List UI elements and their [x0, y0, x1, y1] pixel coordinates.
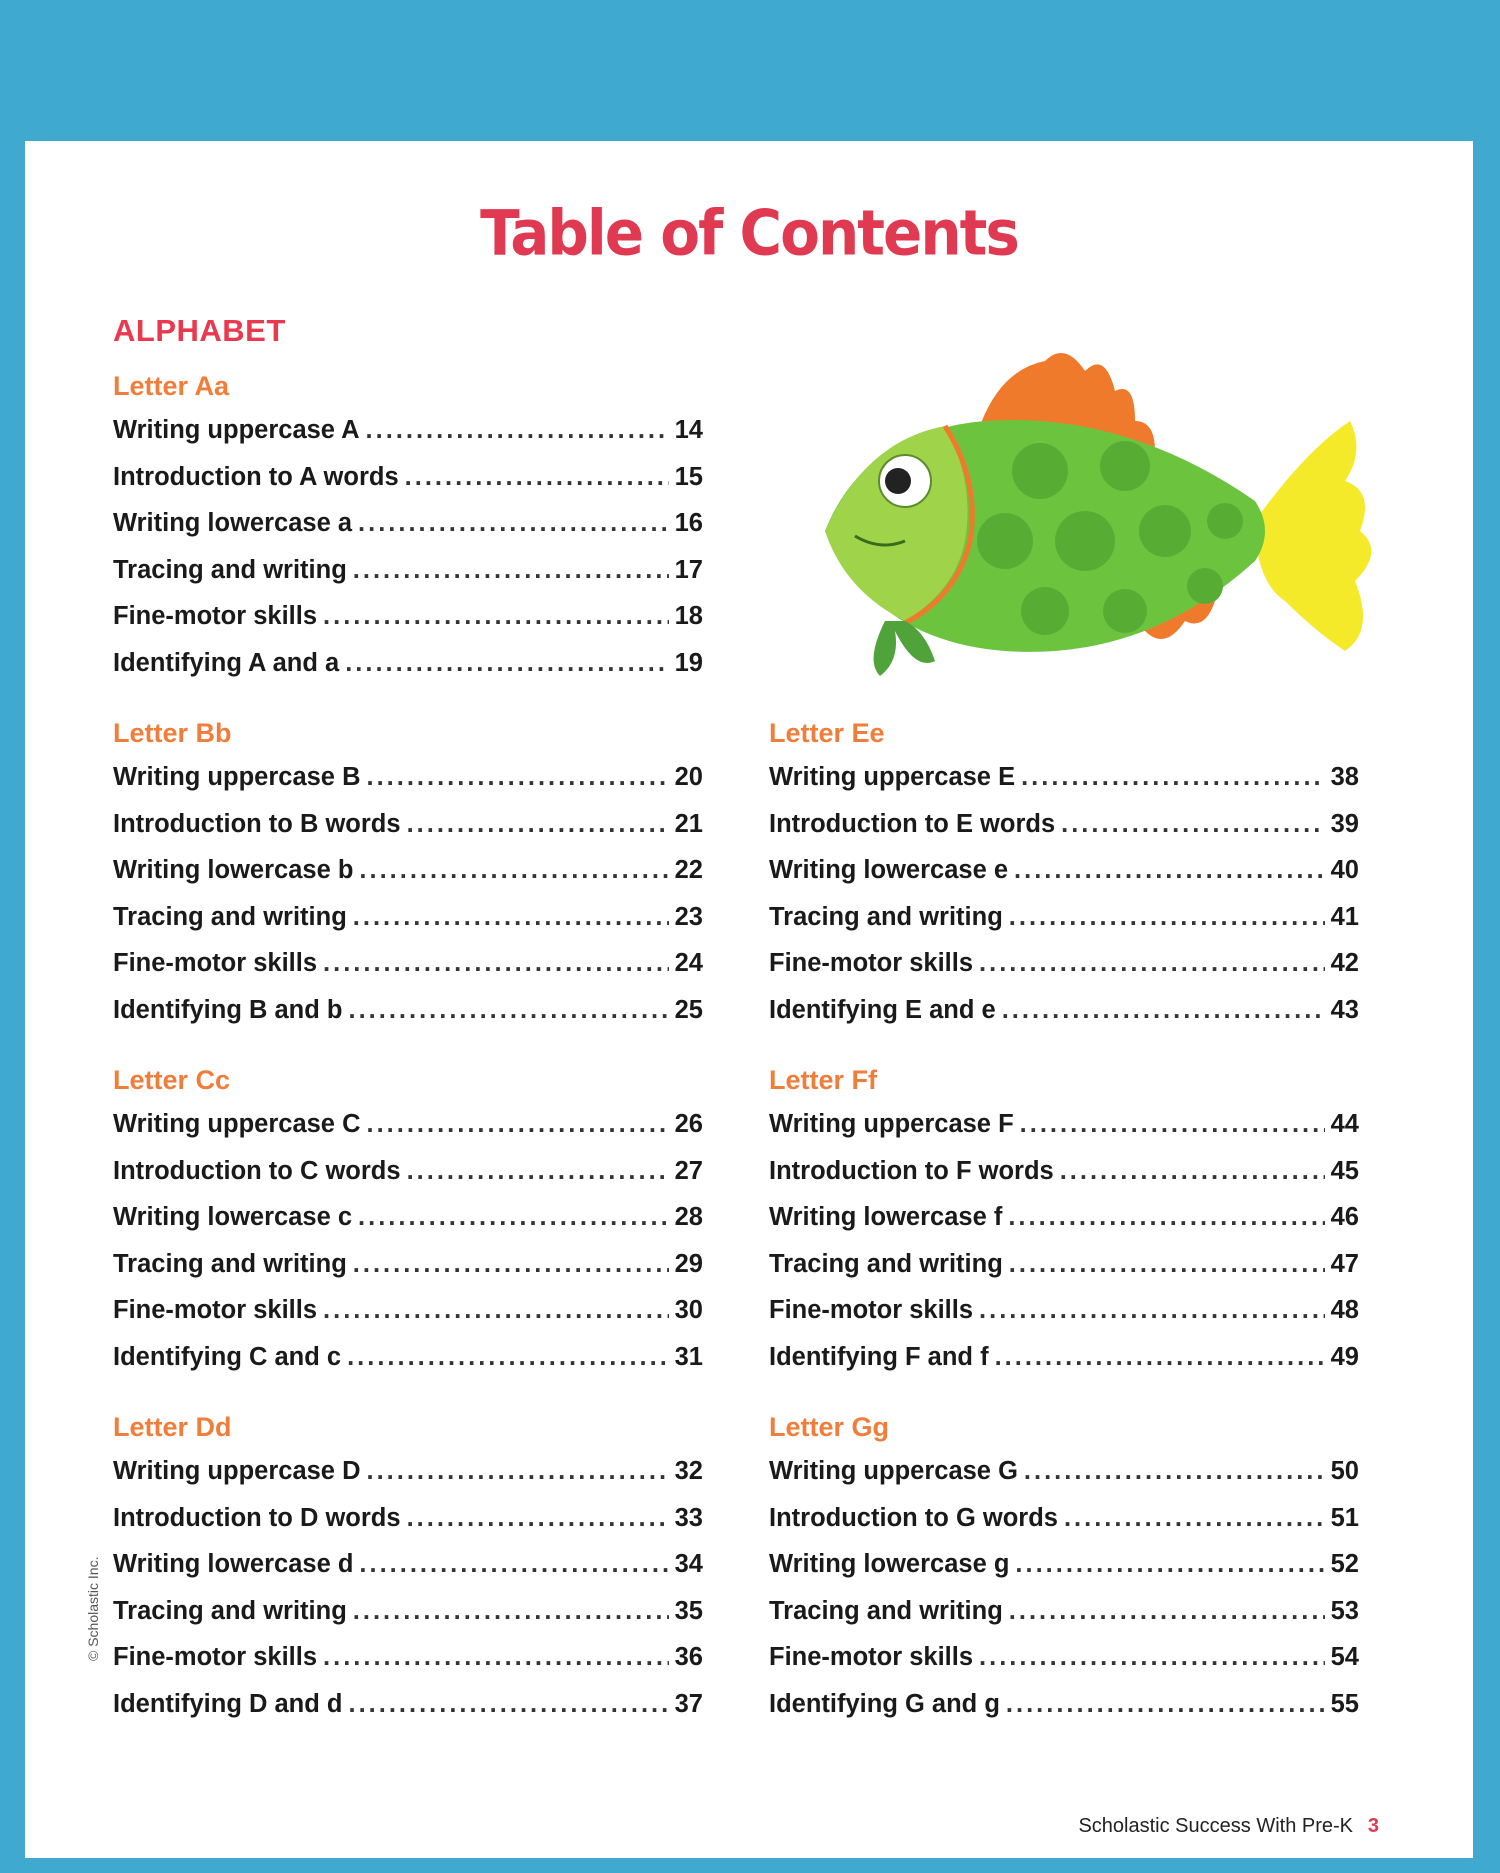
toc-entry[interactable]	[113, 1343, 703, 1390]
toc-entry[interactable]	[769, 810, 1359, 857]
toc-entry[interactable]	[769, 1203, 1359, 1250]
dot-leader	[353, 1597, 669, 1626]
toc-entry-label: Fine-motor skills	[113, 1296, 318, 1324]
toc-entry-label: Identifying C and c	[113, 1342, 342, 1371]
dot-leader	[359, 1550, 669, 1579]
toc-entry[interactable]	[769, 903, 1359, 950]
toc-entry-page: 43	[1330, 995, 1359, 1024]
toc-entry-page: 47	[1330, 1249, 1359, 1278]
letter-heading: Letter Aa	[113, 371, 230, 401]
toc-entry[interactable]	[113, 602, 703, 649]
toc-entry-page: 24	[674, 949, 703, 977]
toc-entry-page: 29	[674, 1249, 703, 1278]
toc-entry-page: 53	[1330, 1596, 1359, 1625]
toc-entry-page: 38	[1330, 763, 1359, 791]
toc-entry-label: Tracing and writing	[113, 555, 347, 584]
toc-entry[interactable]	[113, 1550, 703, 1597]
toc-entry[interactable]	[113, 416, 703, 463]
toc-entry-page: 46	[1330, 1203, 1359, 1231]
toc-entry-label: Tracing and writing	[113, 902, 347, 931]
dot-leader	[353, 1250, 669, 1279]
page-title: Table of Contents	[480, 196, 1018, 270]
dot-leader	[1009, 903, 1325, 932]
toc-entry-page: 21	[674, 809, 703, 838]
toc-entry-label: Introduction to B words	[113, 809, 401, 838]
toc-entry-label: Introduction to E words	[769, 809, 1056, 838]
toc-entry-label: Fine-motor skills	[769, 1296, 974, 1324]
toc-entry-page: 15	[674, 462, 703, 491]
toc-entry-label: Introduction to D words	[113, 1503, 401, 1532]
toc-entry-page: 14	[674, 416, 703, 444]
dot-leader	[358, 509, 669, 538]
toc-entry[interactable]	[769, 949, 1359, 996]
dot-leader	[995, 1343, 1325, 1372]
dot-leader	[347, 1343, 669, 1372]
toc-entry[interactable]	[769, 1110, 1359, 1157]
toc-entry[interactable]	[769, 1457, 1359, 1504]
toc-entry-label: Introduction to F words	[769, 1156, 1054, 1185]
footer-book-title: Scholastic Success With Pre-K	[1078, 1815, 1353, 1837]
toc-entry-label: Writing uppercase B	[113, 763, 361, 791]
toc-entry[interactable]	[769, 1250, 1359, 1297]
toc-entry-label: Identifying B and b	[113, 995, 343, 1024]
toc-entry-page: 55	[1330, 1689, 1359, 1718]
toc-entry-page: 18	[674, 602, 703, 630]
toc-entry-page: 31	[674, 1342, 703, 1371]
toc-entry-page: 17	[674, 555, 703, 584]
toc-entry-page: 41	[1330, 902, 1359, 931]
letter-heading: Letter Ee	[769, 718, 885, 748]
toc-entry-label: Fine-motor skills	[113, 602, 318, 630]
toc-entry-label: Writing uppercase A	[113, 416, 360, 444]
dot-leader	[1061, 810, 1325, 839]
toc-entry-label: Writing uppercase E	[769, 763, 1016, 791]
dot-leader	[1064, 1504, 1325, 1533]
toc-entry[interactable]	[769, 1504, 1359, 1551]
letter-heading: Letter Cc	[113, 1065, 231, 1095]
toc-entry[interactable]	[769, 1690, 1359, 1737]
toc-entry-page: 34	[674, 1550, 703, 1578]
dot-leader	[407, 1504, 669, 1533]
dot-leader	[367, 1457, 670, 1486]
dot-leader	[323, 1296, 669, 1325]
toc-entry-label: Identifying D and d	[113, 1689, 343, 1718]
toc-entry-page: 36	[674, 1643, 703, 1671]
dot-leader	[367, 1110, 670, 1139]
toc-group-aa	[113, 366, 703, 695]
dot-leader	[1060, 1157, 1325, 1186]
toc-entry[interactable]	[113, 509, 703, 556]
dot-leader	[1020, 1110, 1325, 1139]
toc-entry-label: Identifying E and e	[769, 995, 996, 1024]
dot-leader	[366, 416, 669, 445]
dot-leader	[349, 1690, 670, 1719]
dot-leader	[323, 949, 669, 978]
toc-entry-page: 51	[1330, 1503, 1359, 1532]
toc-entry[interactable]	[769, 1157, 1359, 1204]
toc-entry[interactable]	[769, 763, 1359, 810]
toc-entry[interactable]	[769, 1550, 1359, 1597]
toc-entry[interactable]	[113, 949, 703, 996]
toc-group-gg	[769, 1407, 1359, 1736]
dot-leader	[1014, 856, 1325, 885]
toc-entry-label: Writing uppercase C	[113, 1110, 361, 1138]
toc-entry[interactable]	[113, 996, 703, 1043]
toc-entry-label: Writing lowercase f	[769, 1203, 1003, 1231]
dot-leader	[1024, 1457, 1325, 1486]
toc-entry-label: Fine-motor skills	[113, 949, 318, 977]
toc-entry-page: 49	[1330, 1342, 1359, 1371]
toc-entry-label: Introduction to A words	[113, 462, 399, 491]
toc-entry-label: Tracing and writing	[769, 1249, 1003, 1278]
dot-leader	[979, 1643, 1325, 1672]
footer-page-number: 3	[1367, 1815, 1379, 1837]
toc-entry-page: 23	[674, 902, 703, 931]
toc-entry[interactable]	[113, 763, 703, 810]
toc-entry-label: Writing lowercase d	[113, 1550, 354, 1578]
toc-entry-page: 50	[1330, 1457, 1359, 1485]
letter-heading: Letter Dd	[113, 1412, 232, 1442]
dot-leader	[359, 856, 669, 885]
toc-entry[interactable]	[769, 1296, 1359, 1343]
toc-entry-page: 39	[1330, 809, 1359, 838]
toc-entry[interactable]	[769, 1643, 1359, 1690]
toc-group-dd	[113, 1407, 703, 1736]
toc-entry-page: 35	[674, 1596, 703, 1625]
toc-entry-label: Writing lowercase c	[113, 1203, 353, 1231]
toc-entry[interactable]	[113, 1250, 703, 1297]
toc-entry-page: 54	[1330, 1643, 1359, 1671]
letter-heading: Letter Gg	[769, 1412, 890, 1442]
page-sheet	[25, 141, 1473, 1858]
dot-leader	[979, 1296, 1325, 1325]
toc-entry[interactable]	[113, 556, 703, 603]
toc-entry-label: Writing uppercase F	[769, 1110, 1014, 1138]
toc-entry[interactable]	[113, 1203, 703, 1250]
dot-leader	[353, 903, 669, 932]
toc-entry[interactable]	[113, 1296, 703, 1343]
dot-leader	[1021, 763, 1325, 792]
toc-entry[interactable]	[113, 1597, 703, 1644]
toc-entry[interactable]	[769, 1343, 1359, 1390]
toc-entry-label: Identifying A and a	[113, 648, 340, 677]
dot-leader	[1008, 1203, 1325, 1232]
toc-entry-page: 16	[674, 509, 703, 537]
dot-leader	[407, 1157, 669, 1186]
toc-entry-label: Writing lowercase b	[113, 856, 354, 884]
toc-entry[interactable]	[113, 1110, 703, 1157]
toc-entry-label: Introduction to C words	[113, 1156, 401, 1185]
toc-entry-label: Tracing and writing	[113, 1596, 347, 1625]
fish-illustration	[785, 331, 1425, 711]
dot-leader	[1002, 996, 1325, 1025]
toc-entry[interactable]	[113, 856, 703, 903]
letter-heading: Letter Bb	[113, 718, 232, 748]
toc-entry[interactable]	[113, 1457, 703, 1504]
dot-leader	[1009, 1250, 1325, 1279]
dot-leader	[1009, 1597, 1325, 1626]
toc-entry-page: 30	[674, 1296, 703, 1324]
dot-leader	[349, 996, 670, 1025]
toc-entry-page: 33	[674, 1503, 703, 1532]
toc-group-bb	[113, 713, 703, 1042]
toc-entry[interactable]	[113, 463, 703, 510]
dot-leader	[1015, 1550, 1325, 1579]
toc-entry-page: 52	[1330, 1550, 1359, 1578]
toc-entry-page: 42	[1330, 949, 1359, 977]
toc-entry[interactable]	[113, 1690, 703, 1737]
toc-entry-label: Fine-motor skills	[113, 1643, 318, 1671]
dot-leader	[323, 1643, 669, 1672]
toc-entry[interactable]	[113, 1157, 703, 1204]
toc-entry-label: Tracing and writing	[769, 902, 1003, 931]
toc-entry[interactable]	[769, 996, 1359, 1043]
eye-pupil	[885, 468, 911, 494]
toc-entry-page: 27	[674, 1156, 703, 1185]
toc-entry-label: Writing lowercase g	[769, 1550, 1010, 1578]
toc-group-cc	[113, 1060, 703, 1389]
toc-entry-page: 26	[674, 1110, 703, 1138]
letter-heading: Letter Ff	[769, 1065, 877, 1095]
section-heading: ALPHABET	[113, 313, 286, 348]
toc-entry[interactable]	[113, 1504, 703, 1551]
toc-entry[interactable]	[113, 810, 703, 857]
toc-entry-label: Writing uppercase G	[769, 1457, 1018, 1485]
toc-entry-label: Fine-motor skills	[769, 949, 974, 977]
dot-leader	[1006, 1690, 1325, 1719]
toc-entry-page: 48	[1330, 1296, 1359, 1324]
toc-entry-page: 20	[674, 763, 703, 791]
toc-entry-page: 40	[1330, 856, 1359, 884]
dot-leader	[353, 556, 669, 585]
toc-entry[interactable]	[113, 1643, 703, 1690]
toc-entry-label: Writing lowercase a	[113, 509, 353, 537]
toc-entry[interactable]	[769, 1597, 1359, 1644]
toc-entry-page: 28	[674, 1203, 703, 1231]
toc-entry[interactable]	[113, 903, 703, 950]
toc-entry-page: 37	[674, 1689, 703, 1718]
toc-entry-page: 44	[1330, 1110, 1359, 1138]
toc-group-ff	[769, 1060, 1359, 1389]
toc-entry-label: Tracing and writing	[769, 1596, 1003, 1625]
toc-entry-page: 19	[674, 648, 703, 677]
dot-leader	[323, 602, 669, 631]
dot-leader	[979, 949, 1325, 978]
toc-entry-label: Identifying G and g	[769, 1689, 1000, 1718]
toc-entry-label: Introduction to G words	[769, 1503, 1058, 1532]
toc-entry-page: 25	[674, 995, 703, 1024]
toc-entry-label: Fine-motor skills	[769, 1643, 974, 1671]
copyright-notice: © Scholastic Inc.	[85, 1556, 101, 1661]
dot-leader	[367, 763, 670, 792]
toc-entry-label: Identifying F and f	[769, 1342, 989, 1371]
toc-entry-page: 45	[1330, 1156, 1359, 1185]
toc-entry[interactable]	[113, 649, 703, 696]
dot-leader	[358, 1203, 669, 1232]
toc-group-ee	[769, 713, 1359, 1042]
dot-leader	[405, 463, 669, 492]
toc-entry-label: Tracing and writing	[113, 1249, 347, 1278]
toc-entry-page: 22	[674, 856, 703, 884]
toc-entry[interactable]	[769, 856, 1359, 903]
toc-entry-label: Writing uppercase D	[113, 1457, 361, 1485]
dot-leader	[407, 810, 669, 839]
tail-fin	[1255, 421, 1371, 651]
toc-entry-page: 32	[674, 1457, 703, 1485]
dot-leader	[345, 649, 669, 678]
toc-entry-label: Writing lowercase e	[769, 856, 1009, 884]
